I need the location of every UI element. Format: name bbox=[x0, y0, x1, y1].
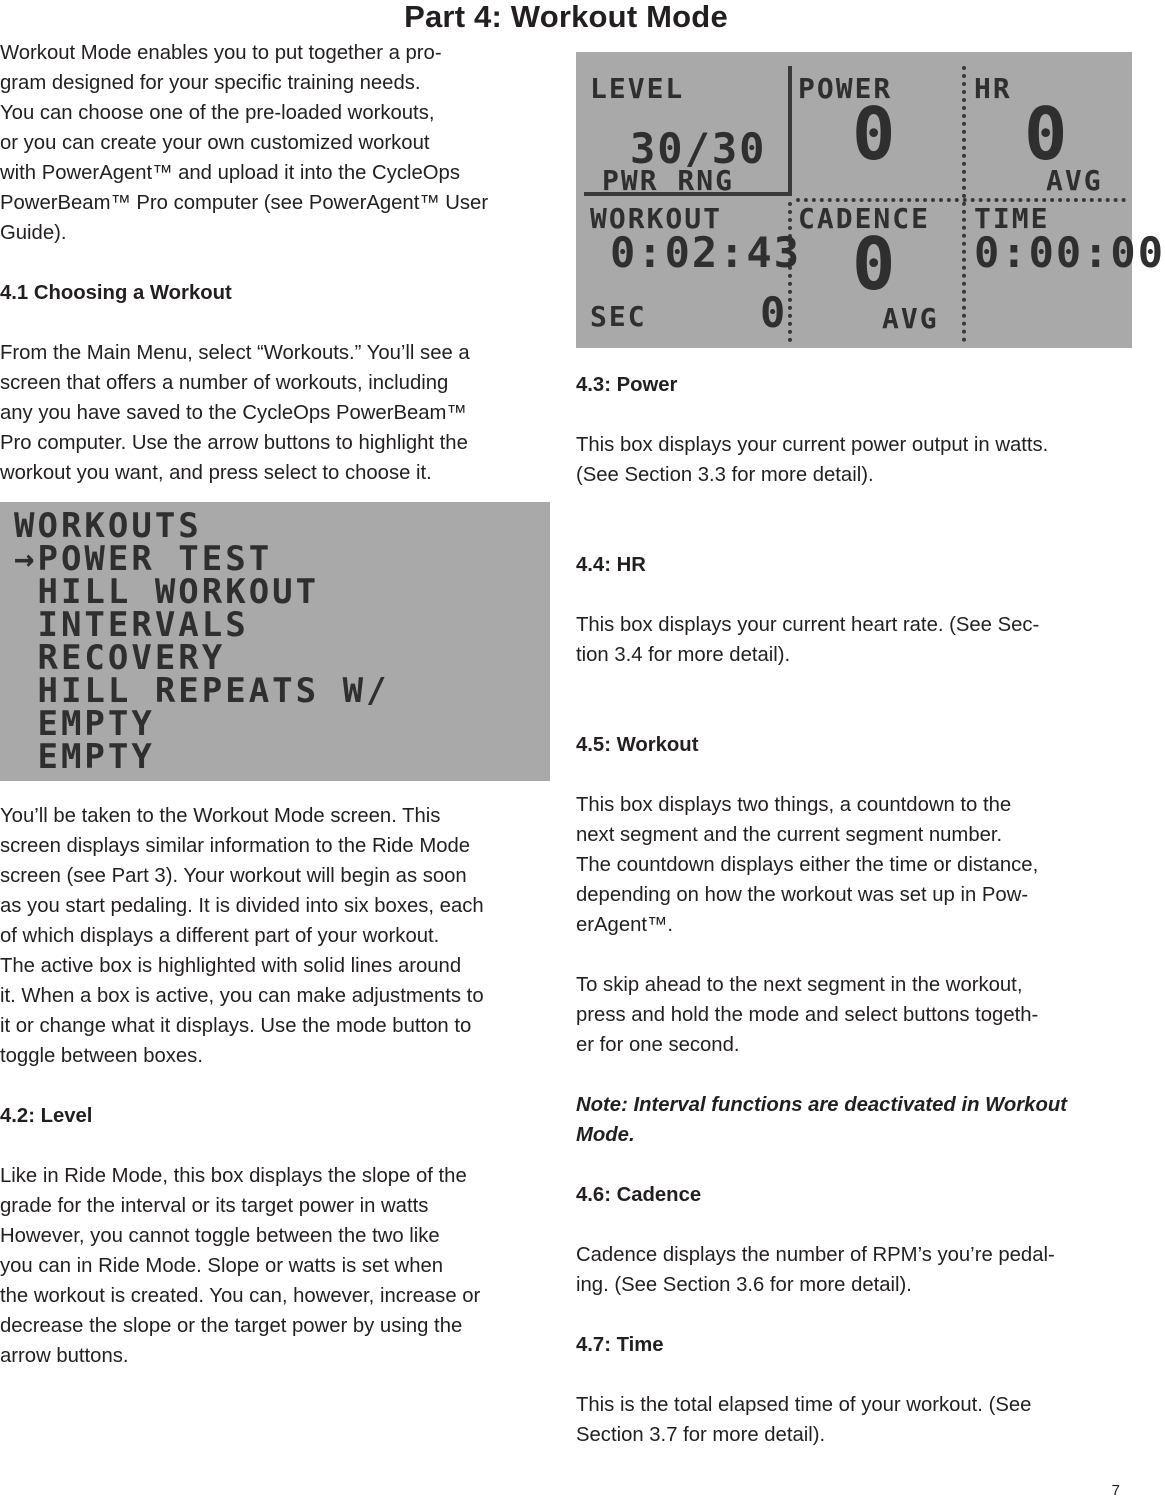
text-line: Section 3.7 for more detail). bbox=[576, 1424, 826, 1446]
right-column bbox=[576, 370, 1132, 1450]
left-column bbox=[0, 38, 552, 1371]
page-number: 7 bbox=[1111, 1482, 1120, 1499]
text-line: Cadence displays the number of RPM’s you’re pedal- bbox=[576, 1244, 1055, 1266]
text-line: However, you cannot toggle between the two like bbox=[0, 1225, 440, 1247]
text-line: press and hold the mode and select buttons togeth- bbox=[576, 1004, 1039, 1026]
section-4-2-body bbox=[0, 1161, 552, 1371]
text-line: This is the total elapsed time of your workout. (See bbox=[576, 1394, 1032, 1416]
text-line: You can choose one of the pre-loaded workouts, bbox=[0, 102, 435, 124]
text-line: screen (see Part 3). Your workout will begin as soon bbox=[0, 865, 467, 887]
text-line: ing. (See Section 3.6 for more detail). bbox=[576, 1274, 912, 1296]
power-label: POWER bbox=[798, 72, 893, 105]
text-line: PowerBeam™ Pro computer (see PowerAgent™ User bbox=[0, 192, 489, 214]
workouts-menu bbox=[14, 506, 390, 777]
level-label: LEVEL bbox=[590, 72, 685, 105]
text-line: This box displays your current heart rate. (See Sec- bbox=[576, 614, 1040, 636]
text-line: depending on how the workout was set up in Pow- bbox=[576, 884, 1029, 906]
text-line: or you can create your own customized workout bbox=[0, 132, 430, 154]
workout-mode-screen-photo bbox=[576, 52, 1165, 348]
text-line: Like in Ride Mode, this box displays the slope of the bbox=[0, 1165, 467, 1187]
text-line: To skip ahead to the next segment in the workout, bbox=[576, 974, 1023, 996]
text-line: This box displays two things, a countdown to the bbox=[576, 794, 1012, 816]
menu-line: RECOVERY bbox=[14, 638, 226, 678]
section-heading-4-7: 4.7: Time bbox=[576, 1334, 664, 1356]
text-line: tion 3.4 for more detail). bbox=[576, 644, 791, 666]
text-line: toggle between boxes. bbox=[0, 1045, 203, 1067]
text-line: screen displays similar information to the Ride Mode bbox=[0, 835, 471, 857]
level-sub: PWR RNG bbox=[602, 164, 735, 197]
text-line: grade for the interval or its target power in watts bbox=[0, 1195, 429, 1217]
text-line: Guide). bbox=[0, 222, 67, 244]
menu-line: HILL REPEATS W/ bbox=[14, 671, 390, 711]
menu-line: INTERVALS bbox=[14, 605, 249, 645]
intro-paragraph bbox=[0, 38, 552, 248]
time-label: TIME bbox=[974, 202, 1050, 235]
section-heading-4-1: 4.1 Choosing a Workout bbox=[0, 282, 232, 304]
section-heading-4-5: 4.5: Workout bbox=[576, 734, 699, 756]
text-line: The active box is highlighted with solid lines around bbox=[0, 955, 462, 977]
cadence-sub: AVG bbox=[882, 302, 939, 335]
text-line: arrow buttons. bbox=[0, 1345, 129, 1367]
workout-value: 0:02:43 bbox=[610, 228, 802, 277]
hr-label: HR bbox=[974, 72, 1012, 105]
menu-line: HILL WORKOUT bbox=[14, 572, 320, 612]
text-line: as you start pedaling. It is divided into six boxes, each bbox=[0, 895, 484, 917]
menu-line: →POWER TEST bbox=[14, 539, 273, 579]
cadence-label: CADENCE bbox=[798, 202, 931, 235]
workout-label: WORKOUT bbox=[590, 202, 723, 235]
section-heading-4-2: 4.2: Level bbox=[0, 1105, 93, 1127]
text-line: it or change what it displays. Use the mode button to bbox=[0, 1015, 472, 1037]
section-heading-4-4: 4.4: HR bbox=[576, 554, 646, 576]
menu-line: EMPTY bbox=[14, 737, 155, 777]
text-line: any you have saved to the CycleOps PowerBeam™ bbox=[0, 402, 467, 424]
workouts-screen-photo bbox=[0, 502, 550, 781]
text-line: Pro computer. Use the arrow buttons to highlight the bbox=[0, 432, 468, 454]
cadence-value: 0 bbox=[852, 222, 898, 306]
text-line: You’ll be taken to the Workout Mode screen. This bbox=[0, 805, 441, 827]
text-line: next segment and the current segment number. bbox=[576, 824, 1003, 846]
text-line: From the Main Menu, select “Workouts.” You’ll see a bbox=[0, 342, 470, 364]
section-heading-4-3: 4.3: Power bbox=[576, 374, 678, 396]
note-line: Note: Interval functions are deactivated in Workout bbox=[576, 1094, 1067, 1116]
text-line: erAgent™. bbox=[576, 914, 673, 936]
text-line: (See Section 3.3 for more detail). bbox=[576, 464, 874, 486]
menu-line: WORKOUTS bbox=[14, 506, 202, 546]
text-line: the workout is created. You can, however, increase or bbox=[0, 1285, 481, 1307]
hr-sub: AVG bbox=[1046, 164, 1103, 197]
text-line: Workout Mode enables you to put together a pro- bbox=[0, 42, 442, 64]
text-line: This box displays your current power output in watts. bbox=[576, 434, 1049, 456]
text-line: with PowerAgent™ and upload it into the CycleOps bbox=[0, 162, 460, 184]
text-line: gram designed for your specific training needs. bbox=[0, 72, 421, 94]
page-title: Part 4: Workout Mode bbox=[404, 0, 728, 34]
menu-line: EMPTY bbox=[14, 704, 155, 744]
hr-value: 0 bbox=[1024, 92, 1070, 176]
note-line: Mode. bbox=[576, 1124, 635, 1146]
text-line: of which displays a different part of your workout. bbox=[0, 925, 440, 947]
level-value: 30/30 bbox=[630, 124, 767, 173]
sec-label: SEC bbox=[590, 300, 647, 333]
text-line: it. When a box is active, you can make adjustments to bbox=[0, 985, 484, 1007]
section-heading-4-6: 4.6: Cadence bbox=[576, 1184, 702, 1206]
text-line: The countdown displays either the time or distance, bbox=[576, 854, 1039, 876]
time-value: 0:00:00 bbox=[974, 228, 1165, 277]
text-line: you can in Ride Mode. Slope or watts is set when bbox=[0, 1255, 444, 1277]
section-4-1-body bbox=[0, 338, 552, 488]
power-value: 0 bbox=[852, 92, 898, 176]
sec-value: 0 bbox=[760, 288, 788, 337]
text-line: decrease the slope or the target power by using the bbox=[0, 1315, 463, 1337]
text-line: workout you want, and press select to choose it. bbox=[0, 462, 432, 484]
workout-mode-description bbox=[0, 801, 552, 1071]
text-line: er for one second. bbox=[576, 1034, 740, 1056]
text-line: screen that offers a number of workouts, including bbox=[0, 372, 449, 394]
